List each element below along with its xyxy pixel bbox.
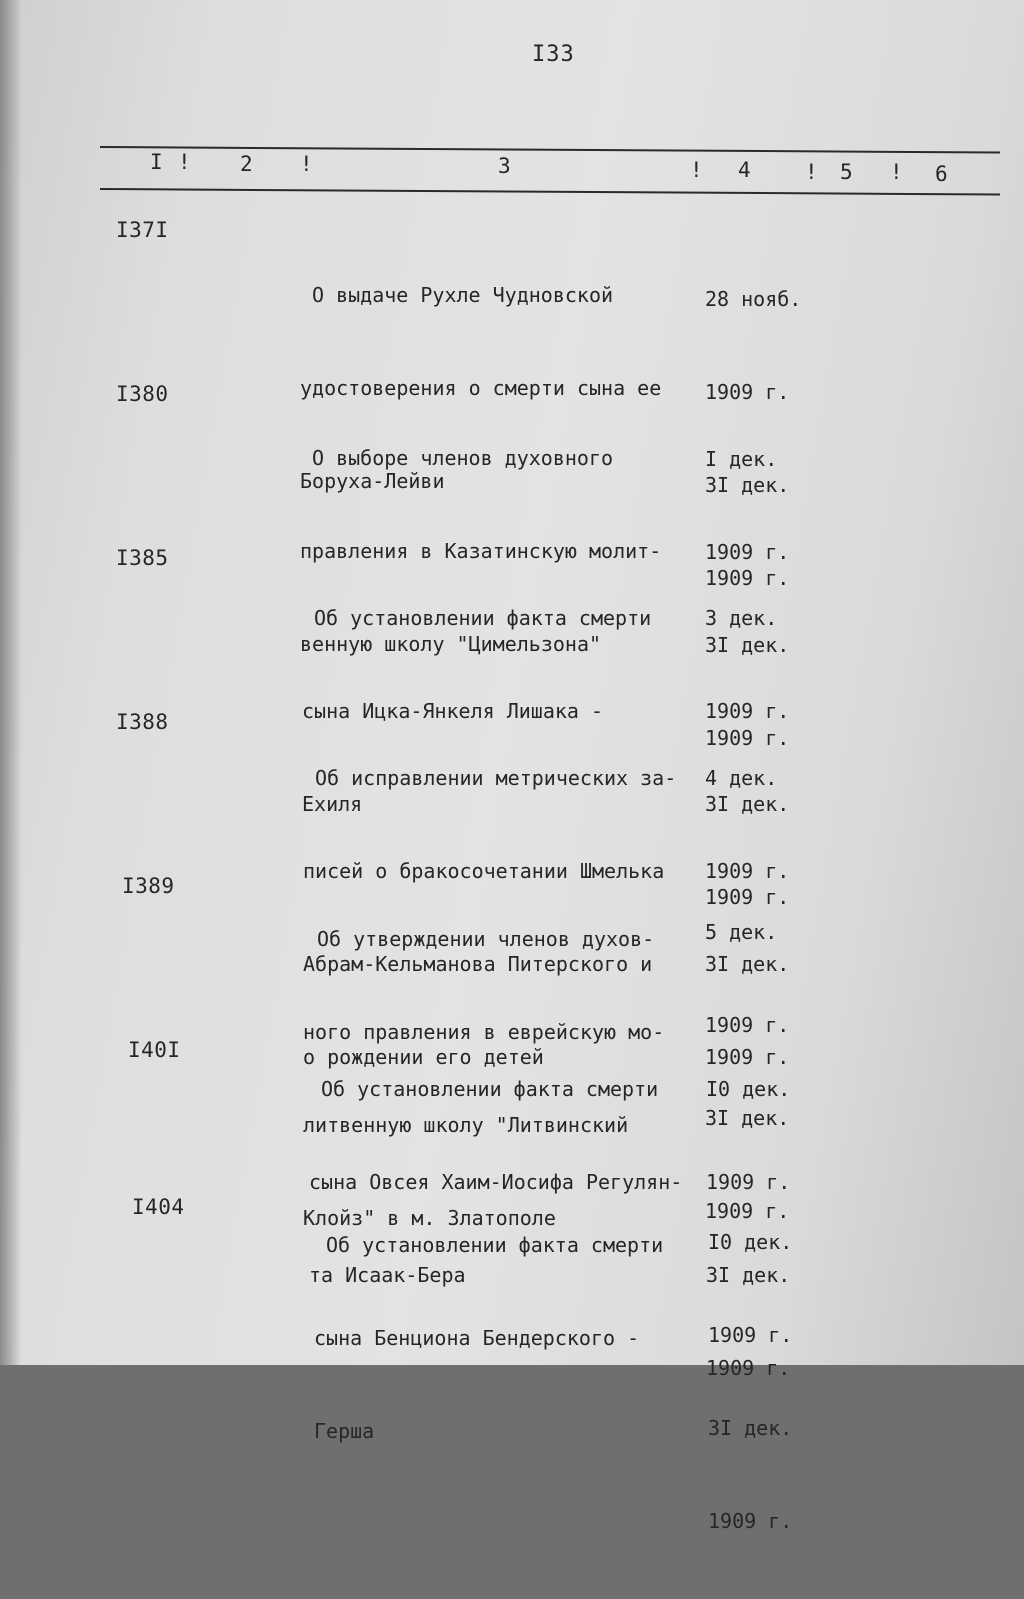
entry-title-line: Абрам-Кельманова Питерского и: [303, 952, 653, 976]
entry-number: I385: [116, 546, 169, 570]
column-separator: !: [890, 160, 903, 184]
column-header-2: 2: [240, 152, 253, 176]
year-end: 1909 г.: [705, 566, 790, 590]
date-start: I0 дек.: [706, 1077, 791, 1101]
entry-title-line: о рождении его детей: [303, 1045, 544, 1069]
date-end: 3I дек.: [705, 633, 790, 657]
year-end: 1909 г.: [705, 1045, 790, 1069]
year-start: 1909 г.: [708, 1323, 793, 1347]
column-header-1: I: [150, 150, 163, 174]
date-end: 3I дек.: [706, 1263, 791, 1287]
column-separator: !: [805, 160, 818, 184]
entry-title-line: литвенную школу "Литвинский: [303, 1113, 629, 1137]
entry-number: I388: [116, 710, 169, 734]
year-end: 1909 г.: [705, 726, 790, 750]
entry-title-line: О выдаче Рухле Чудновской: [312, 283, 614, 307]
entry-title-line: Об утверждении членов духов-: [317, 927, 655, 951]
year-start: 1909 г.: [706, 1170, 791, 1194]
year-end: 1909 г.: [705, 1199, 790, 1223]
year-start: 1909 г.: [705, 540, 790, 564]
entry-number: I380: [116, 382, 169, 406]
page-fold-shadow: [0, 0, 22, 1365]
date-end: 3I дек.: [705, 792, 790, 816]
entry-title-line: Об исправлении метрических за-: [315, 766, 677, 790]
column-separator: !: [300, 152, 313, 176]
entry-title-line: правления в Казатинскую молит-: [300, 539, 662, 563]
entry-title: [314, 1168, 714, 1509]
column-header-5: 5: [840, 160, 853, 184]
header-rule-top: [100, 146, 1000, 153]
year-start: 1909 г.: [705, 1013, 790, 1037]
column-header-4: 4: [738, 158, 751, 182]
entry-number: I389: [122, 874, 175, 898]
entry-title-line: та Исаак-Бера: [309, 1263, 466, 1287]
date-start: 5 дек.: [705, 920, 778, 944]
column-header-3: 3: [498, 154, 511, 178]
year-end: 1909 г.: [705, 885, 790, 909]
entry-title-line: писей о бракосочетании Шмелька: [303, 859, 665, 883]
page-number: I33: [532, 42, 575, 67]
entry-title-line: Об установлении факта смерти: [321, 1077, 659, 1101]
entry-title-line: О выборе членов духовного: [312, 446, 614, 470]
date-start: 28 нояб.: [705, 287, 802, 311]
date-start: 4 дек.: [705, 766, 778, 790]
column-separator: !: [690, 158, 703, 182]
entry-title-line: Ехиля: [302, 792, 363, 816]
year-end: 1909 г.: [706, 1356, 791, 1380]
date-end: 3I дек.: [705, 1106, 790, 1130]
date-end: 3I дек.: [705, 473, 790, 497]
entry-title-line: сына Бенциона Бендерского -: [314, 1326, 640, 1350]
entry-title-line: Герша: [314, 1419, 375, 1443]
column-header-6: 6: [935, 162, 948, 186]
entry-title-line: Об установлении факта смерти: [314, 606, 652, 630]
entry-title-line: удостоверения о смерти сына ее: [300, 376, 662, 400]
header-rule-bottom: [100, 188, 1000, 195]
date-start: I0 дек.: [708, 1230, 793, 1254]
date-start: I дек.: [705, 447, 778, 471]
entry-title-line: венную школу "Цимельзона": [300, 632, 602, 656]
year-start: 1909 г.: [705, 859, 790, 883]
entry-title-line: сына Овсея Хаим-Иосифа Регулян-: [309, 1170, 683, 1194]
entry-title-line: Клойз" в м. Златополе: [303, 1206, 556, 1230]
year-end: 1909 г.: [708, 1509, 793, 1533]
entry-title-line: Боруха-Лейви: [300, 469, 445, 493]
column-separator: !: [178, 150, 191, 174]
entry-dates: [708, 1165, 792, 1599]
entry-title-line: ного правления в еврейскую мо-: [303, 1020, 665, 1044]
date-end: 3I дек.: [705, 952, 790, 976]
date-end: 3I дек.: [708, 1416, 793, 1440]
date-start: 3 дек.: [705, 606, 778, 630]
entry-title-line: сына Ицка-Янкеля Лишака -: [302, 699, 604, 723]
entry-number: I404: [132, 1195, 185, 1219]
entry-number: I40I: [128, 1038, 181, 1062]
year-start: 1909 г.: [705, 380, 790, 404]
entry-title-line: Об установлении факта смерти: [326, 1233, 664, 1257]
entry-number: I37I: [116, 218, 169, 242]
year-start: 1909 г.: [705, 699, 790, 723]
